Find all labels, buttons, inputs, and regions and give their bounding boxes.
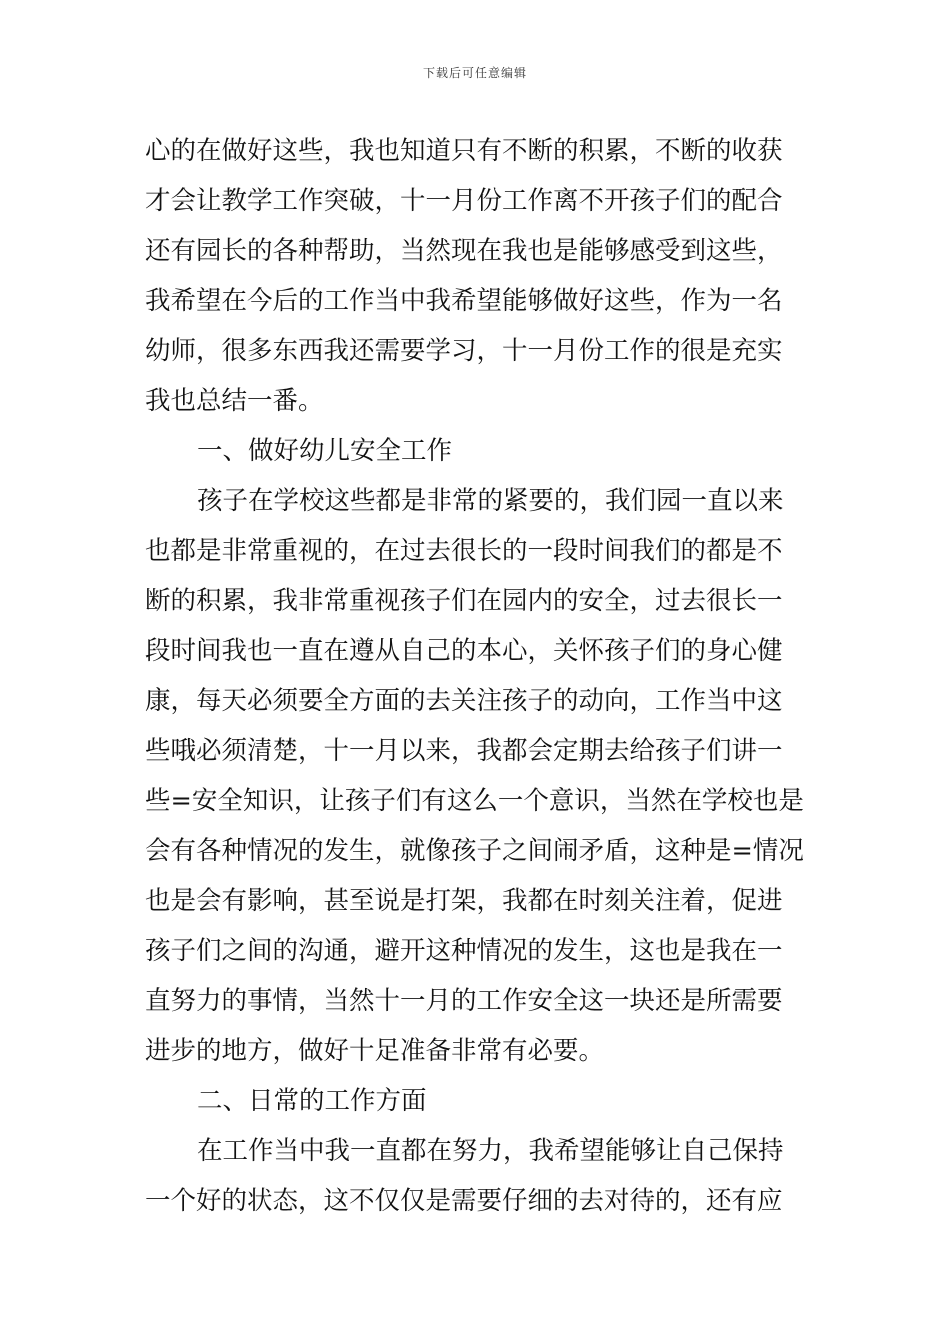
text-line: 也是会有影响，甚至说是打架，我都在时刻关注着，促进	[145, 886, 783, 916]
section-heading-2: 二、日常的工作方面	[197, 1086, 427, 1116]
text-line: 在工作当中我一直都在努力，我希望能够让自己保持	[197, 1136, 784, 1166]
text-line: 幼师，很多东西我还需要学习，十一月份工作的很是充实	[145, 336, 783, 366]
text-line: 些=安全知识，让孩子们有这么一个意识，当然在学校也是	[145, 786, 804, 816]
text-line: 断的积累，我非常重视孩子们在园内的安全，过去很长一	[145, 586, 783, 616]
text-line: 孩子在学校这些都是非常的紧要的，我们园一直以来	[197, 486, 784, 516]
text-line: 心的在做好这些，我也知道只有不断的积累，不断的收获	[145, 136, 783, 166]
text-line: 一个好的状态，这不仅仅是需要仔细的去对待的，还有应	[145, 1186, 783, 1216]
text-line: 康，每天必须要全方面的去关注孩子的动向，工作当中这	[145, 686, 783, 716]
section-heading-1: 一、做好幼儿安全工作	[197, 436, 453, 466]
text-line: 孩子们之间的沟通，避开这种情况的发生，这也是我在一	[145, 936, 783, 966]
text-line: 会有各种情况的发生，就像孩子之间闹矛盾，这种是=情况	[145, 836, 804, 866]
text-line: 还有园长的各种帮助，当然现在我也是能够感受到这些，	[145, 236, 783, 266]
text-line: 我也总结一番。	[145, 386, 324, 416]
text-line: 才会让教学工作突破，十一月份工作离不开孩子们的配合	[145, 186, 783, 216]
text-line: 我希望在今后的工作当中我希望能够做好这些，作为一名	[145, 286, 783, 316]
text-line: 进步的地方，做好十足准备非常有必要。	[145, 1036, 605, 1066]
text-line: 也都是非常重视的，在过去很长的一段时间我们的都是不	[145, 536, 783, 566]
page-header: 下载后可任意编辑	[422, 66, 527, 80]
text-line: 些哦必须清楚，十一月以来，我都会定期去给孩子们讲一	[145, 736, 783, 766]
document-body	[145, 126, 807, 1226]
text-line: 直努力的事情，当然十一月的工作安全这一块还是所需要	[145, 986, 783, 1016]
text-line: 段时间我也一直在遵从自己的本心，关怀孩子们的身心健	[145, 636, 783, 666]
